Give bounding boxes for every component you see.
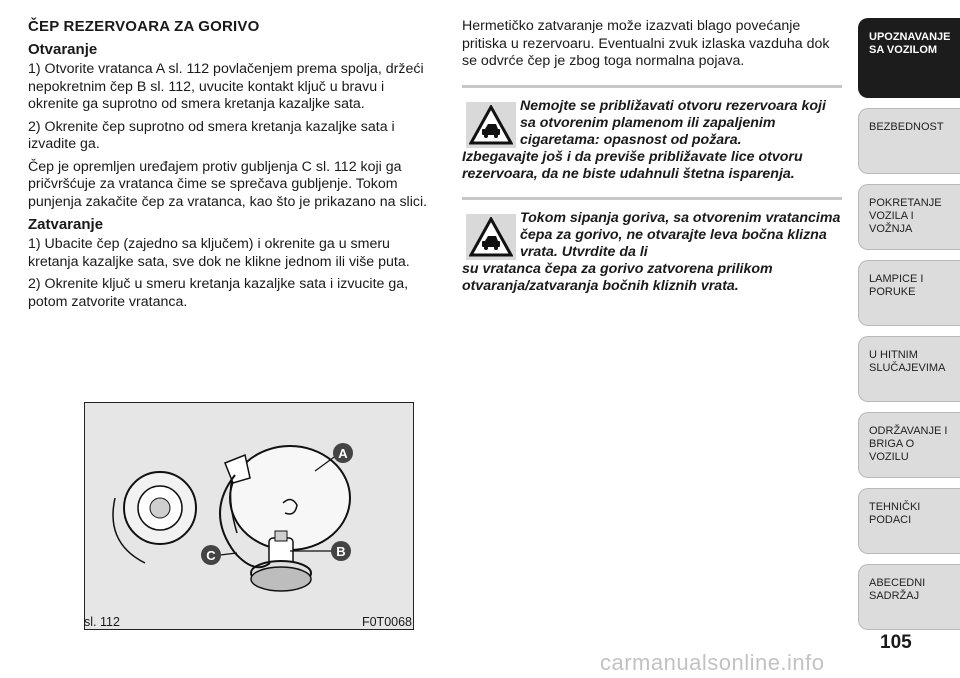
figure-number: sl. 112 <box>84 615 120 629</box>
warning-triangle-icon <box>466 102 516 148</box>
warning-fire <box>462 85 842 183</box>
watermark: carmanualsonline.info <box>600 650 825 675</box>
tab-upoznavanje[interactable]: UPOZNAVANJE SA VOZILOM <box>858 18 960 98</box>
filler-neck-illustration <box>113 472 196 563</box>
right-column <box>462 18 842 295</box>
page-number: 105 <box>880 632 912 653</box>
figure-caption <box>84 615 414 631</box>
fuel-cap-illustration <box>85 403 413 629</box>
closing-subheading: Zatvaranje <box>28 216 104 233</box>
warning-fire-lead: Nemojte se približavati otvoru rezervoara koji sa otvorenim plamenom ili zapaljenim cigaretama: opasnost od požara. <box>520 97 826 148</box>
label-a: A <box>338 446 348 461</box>
tab-pokretanje[interactable]: POKRETANJE VOZILA I VOŽNJA <box>858 184 960 250</box>
opening-step-1: 1) Otvorite vratanca A sl. 112 povlačenjem prema spolja, držeći nepokretnim čep B sl. 112, uvucite kontakt ključ u bravu i okrenite ga suprotno od smera kretanja kazaljke sata. <box>28 61 424 112</box>
label-b: B <box>336 544 346 559</box>
warning-sliding-door <box>462 197 842 295</box>
warning-fire-rest: Izbegavajte još i da previše približavate lice otvoru rezervoara, da ne biste udahnuli štetna isparenja. <box>462 148 803 182</box>
pressure-note: Hermetičko zatvaranje može izazvati blago povećanje pritiska u rezervoaru. Eventualni zvuk izlaska vazduha dok se odvrće čep je zbog toga normalna pojava. <box>462 18 830 69</box>
opening-subheading: Otvaranje <box>28 41 98 58</box>
warning-triangle-icon <box>466 214 516 260</box>
tab-bezbednost[interactable]: BEZBEDNOST <box>858 108 960 174</box>
figure-code: F0T0068 <box>361 615 412 629</box>
warning-door-rest: su vratanca čepa za gorivo zatvorena prilikom otvaranja/zatvaranja bočnih kliznih vrata. <box>462 260 773 294</box>
chapter-tabs <box>858 18 960 640</box>
tab-hitni-slucajevi[interactable]: U HITNIM SLUČAJEVIMA <box>858 336 960 402</box>
closing-step-1: 1) Ubacite čep (zajedno sa ključem) i okrenite ga u smeru kretanja kazaljke sata, sve dok ne klikne jednom ili više puta. <box>28 236 410 270</box>
opening-step-2: 2) Okrenite čep suprotno od smera kretanja kazaljke sata i izvadite ga. <box>28 118 395 152</box>
section-heading: ČEP REZERVOARA ZA GORIVO <box>28 18 260 35</box>
tab-odrzavanje[interactable]: ODRŽAVANJE I BRIGA O VOZILU <box>858 412 960 478</box>
warning-door-lead: Tokom sipanja goriva, sa otvorenim vratancima čepa za gorivo, ne otvarajte leva bočna klizna vrata. Utvrdite da li <box>520 209 841 260</box>
fuel-cap-figure <box>84 402 414 630</box>
tab-abecedni-sadrzaj[interactable]: ABECEDNI SADRŽAJ <box>858 564 960 630</box>
label-c: C <box>206 548 216 563</box>
closing-step-2: 2) Okrenite ključ u smeru kretanja kazaljke sata i izvucite ga, potom zatvorite vratanca. <box>28 276 409 310</box>
tab-lampice[interactable]: LAMPICE I PORUKE <box>858 260 960 326</box>
opening-note: Čep je opremljen uređajem protiv gubljenja C sl. 112 koji ga pričvršćuje za vratanca čime se sprečava gubljenje. Tokom punjenja zakačite čep za vratanca, kao što je prikazano na slici. <box>28 158 428 210</box>
left-column <box>28 18 438 316</box>
tab-tehnicki-podaci[interactable]: TEHNIČKI PODACI <box>858 488 960 554</box>
